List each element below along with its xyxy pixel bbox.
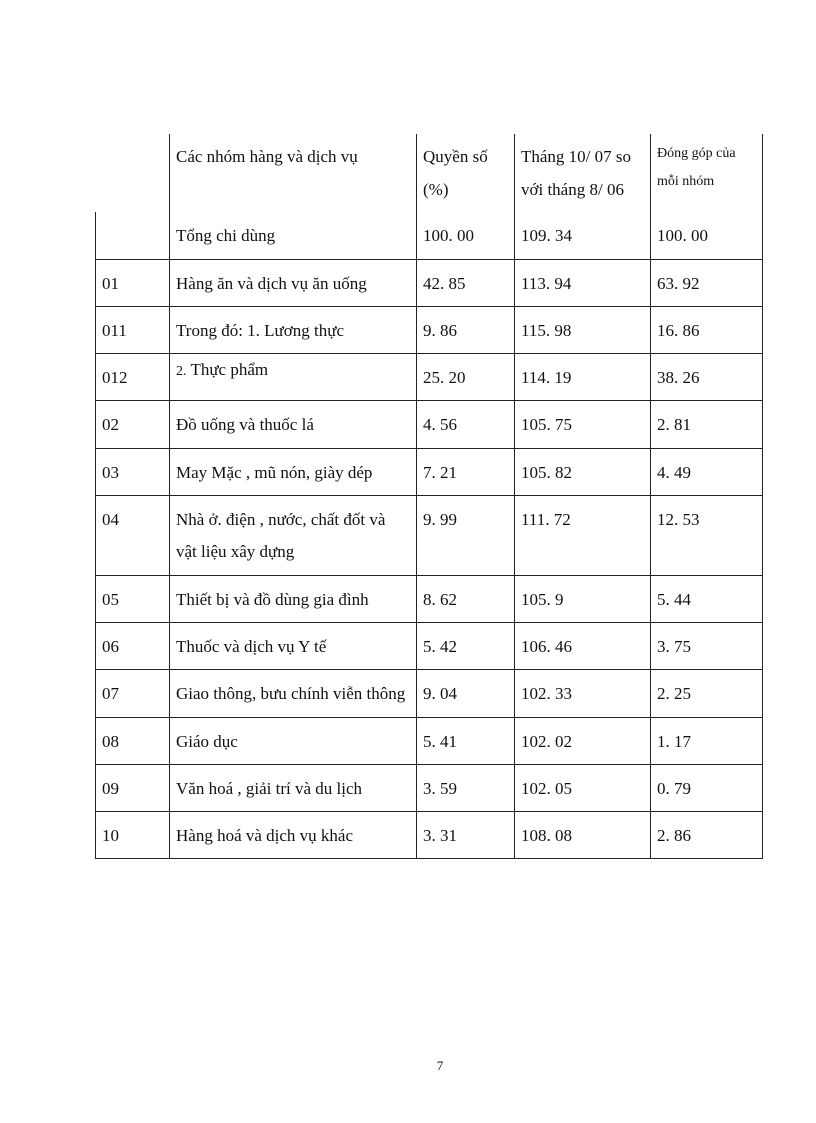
- row-index: 102. 33: [515, 670, 651, 717]
- row-code: 05: [96, 575, 170, 622]
- row-name-text: Thực phẩm: [190, 360, 269, 380]
- row-contribution: 4. 49: [651, 448, 763, 495]
- row-contribution: 0. 79: [651, 764, 763, 811]
- row-index: 114. 19: [515, 354, 651, 401]
- row-weight: 25. 20: [417, 354, 515, 401]
- row-weight: 5. 41: [417, 717, 515, 764]
- row-code: 03: [96, 448, 170, 495]
- row-code: 06: [96, 622, 170, 669]
- cpi-contribution-table: [95, 134, 763, 859]
- row-contribution: 2. 81: [651, 401, 763, 448]
- row-index: 105. 9: [515, 575, 651, 622]
- page-number: 7: [436, 1058, 444, 1073]
- row-weight: 42. 85: [417, 259, 515, 306]
- row-index: 102. 02: [515, 717, 651, 764]
- row-code: 01: [96, 259, 170, 306]
- row-index: 115. 98: [515, 306, 651, 353]
- total-name: Tổng chi dùng: [170, 212, 417, 259]
- row-contribution: 2. 25: [651, 670, 763, 717]
- row-index: 105. 75: [515, 401, 651, 448]
- table-row: [96, 575, 763, 622]
- table-row: [96, 259, 763, 306]
- row-code: 011: [96, 306, 170, 353]
- header-code: [96, 134, 170, 212]
- row-name: May Mặc , mũ nón, giày dép: [170, 448, 417, 495]
- row-name: Đồ uống và thuốc lá: [170, 401, 417, 448]
- table-body: [96, 259, 763, 859]
- table-row: [96, 717, 763, 764]
- row-weight: 8. 62: [417, 575, 515, 622]
- row-name: Hàng ăn và dịch vụ ăn uống: [170, 259, 417, 306]
- row-code: 08: [96, 717, 170, 764]
- table-row: [96, 764, 763, 811]
- table-row: [96, 670, 763, 717]
- row-code: 09: [96, 764, 170, 811]
- row-index: 111. 72: [515, 496, 651, 576]
- row-contribution: 16. 86: [651, 306, 763, 353]
- row-name: Thiết bị và đồ dùng gia đình: [170, 575, 417, 622]
- row-code: 07: [96, 670, 170, 717]
- row-name: [170, 354, 417, 401]
- row-weight: 3. 59: [417, 764, 515, 811]
- row-contribution: 63. 92: [651, 259, 763, 306]
- header-weight: Quyền số (%): [417, 134, 515, 212]
- row-index: 106. 46: [515, 622, 651, 669]
- total-contribution: 100. 00: [651, 212, 763, 259]
- table-row: [96, 622, 763, 669]
- row-index: 105. 82: [515, 448, 651, 495]
- row-name: Nhà ở. điện , nước, chất đốt và vật liệu xây dựng: [170, 496, 417, 576]
- table-row: [96, 306, 763, 353]
- total-index: 109. 34: [515, 212, 651, 259]
- table-header-row: [96, 134, 763, 212]
- row-name: Văn hoá , giải trí và du lịch: [170, 764, 417, 811]
- table-row: [96, 401, 763, 448]
- header-index: Tháng 10/ 07 so với tháng 8/ 06: [515, 134, 651, 212]
- row-weight: 7. 21: [417, 448, 515, 495]
- row-contribution: 5. 44: [651, 575, 763, 622]
- row-name-prefix: 2.: [176, 364, 187, 380]
- total-weight: 100. 00: [417, 212, 515, 259]
- row-contribution: 38. 26: [651, 354, 763, 401]
- row-index: 108. 08: [515, 812, 651, 859]
- row-name: Trong đó: 1. Lương thực: [170, 306, 417, 353]
- row-weight: 3. 31: [417, 812, 515, 859]
- row-index: 113. 94: [515, 259, 651, 306]
- row-name: Thuốc và dịch vụ Y tế: [170, 622, 417, 669]
- total-code: [96, 212, 170, 259]
- table-row-total: [96, 212, 763, 259]
- header-contribution: Đóng góp của mỗi nhóm: [651, 134, 763, 212]
- row-weight: 4. 56: [417, 401, 515, 448]
- row-code: 04: [96, 496, 170, 576]
- row-code: 012: [96, 354, 170, 401]
- row-contribution: 3. 75: [651, 622, 763, 669]
- row-name: Hàng hoá và dịch vụ khác: [170, 812, 417, 859]
- table-row: [96, 812, 763, 859]
- row-index: 102. 05: [515, 764, 651, 811]
- table-row: [96, 354, 763, 401]
- row-code: 02: [96, 401, 170, 448]
- row-name: Giáo dục: [170, 717, 417, 764]
- table-row: [96, 496, 763, 576]
- row-weight: 9. 99: [417, 496, 515, 576]
- table-row: [96, 448, 763, 495]
- row-contribution: 12. 53: [651, 496, 763, 576]
- row-contribution: 1. 17: [651, 717, 763, 764]
- row-code: 10: [96, 812, 170, 859]
- row-weight: 5. 42: [417, 622, 515, 669]
- header-group: Các nhóm hàng và dịch vụ: [170, 134, 417, 212]
- row-weight: 9. 86: [417, 306, 515, 353]
- row-name: Giao thông, bưu chính viễn thông: [170, 670, 417, 717]
- row-contribution: 2. 86: [651, 812, 763, 859]
- row-weight: 9. 04: [417, 670, 515, 717]
